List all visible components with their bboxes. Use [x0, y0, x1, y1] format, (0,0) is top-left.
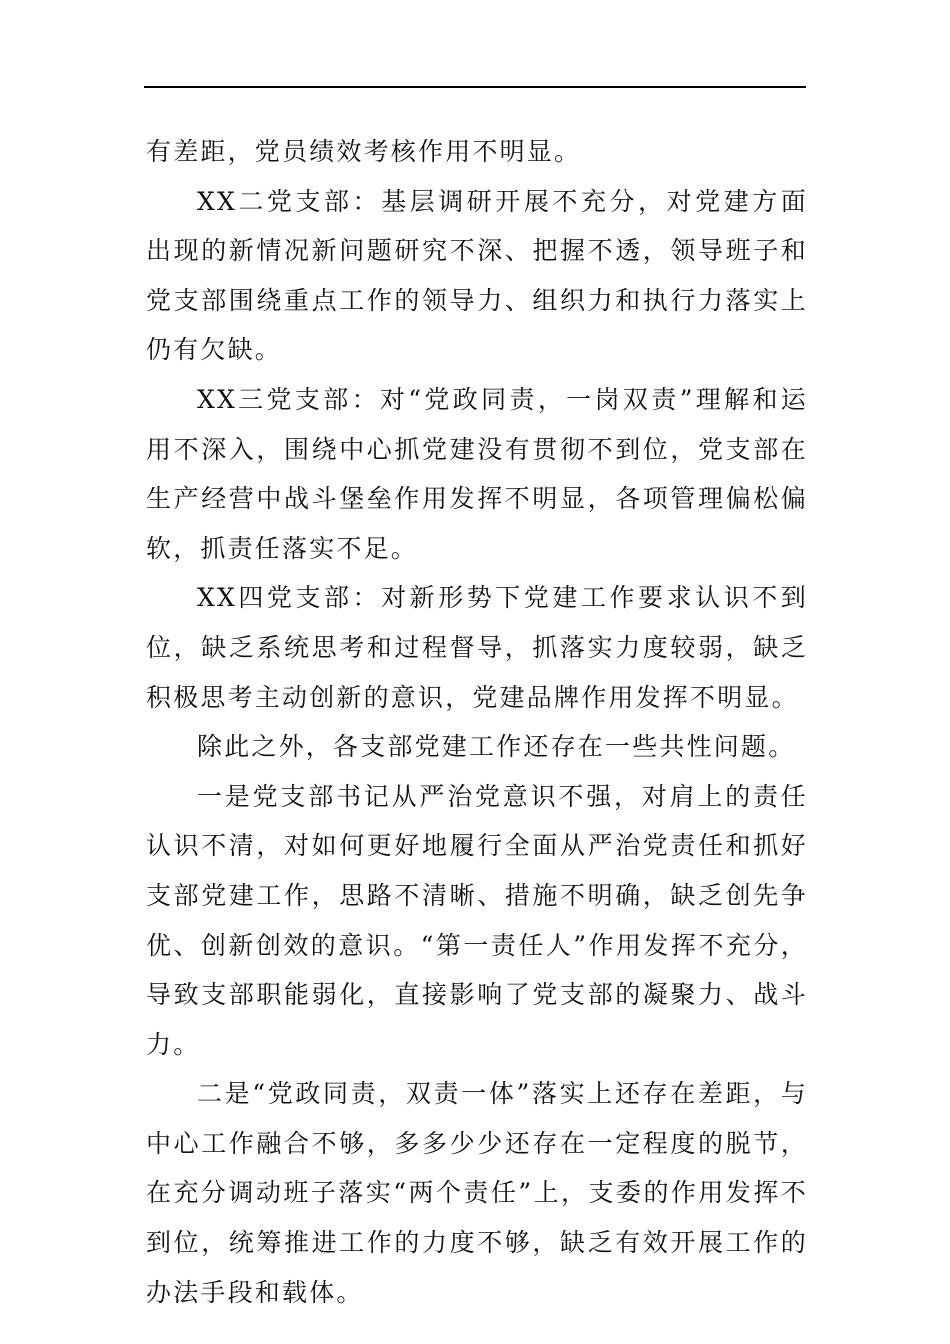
paragraph-fourth-branch: XX四党支部：对新形势下党建工作要求认识不到位，缺乏系统思考和过程督导，抓落实力度较弱，缺乏积极思考主动创新的意识，党建品牌作用发挥不明显。 — [146, 583, 808, 712]
paragraph-third-branch: XX三党支部：对“党政同责，一岗双责”理解和运用不深入，围绕中心抓党建没有贯彻不到位，党支部在生产经营中战斗堡垒作用发挥不明显，各项管理偏松偏软，抓责任落实不足。 — [146, 384, 808, 563]
paragraph-issue-one: 一是党支部书记从严治党意识不强，对肩上的责任认识不清，对如何更好地履行全面从严治党责任和抓好支部党建工作，思路不清晰、措施不明确，缺乏创先争优、创新创效的意识。“第一责任人”作用发挥不充分，导致支部职能弱化，直接影响了党支部的凝聚力、战斗力。 — [146, 781, 808, 1059]
paragraph-second-branch: XX二党支部：基层调研开展不充分，对党建方面出现的新情况新问题研究不深、把握不透，领导班子和党支部围绕重点工作的领导力、组织力和执行力落实上仍有欠缺。 — [146, 186, 808, 365]
paragraph-issue-two: 二是“党政同责，双责一体”落实上还存在差距，与中心工作融合不够，多多少少还存在一定程度的脱节，在充分调动班子落实“两个责任”上，支委的作用发挥不到位，统筹推进工作的力度不够，缺乏有效开展工作的办法手段和载体。 — [146, 1079, 808, 1307]
paragraph-common-issues-intro: 除此之外，各支部党建工作还存在一些共性问题。 — [197, 732, 796, 762]
paragraph-continuation: 有差距，党员绩效考核作用不明显。 — [146, 137, 582, 166]
document-body — [146, 127, 808, 1317]
header-rule — [144, 86, 806, 88]
